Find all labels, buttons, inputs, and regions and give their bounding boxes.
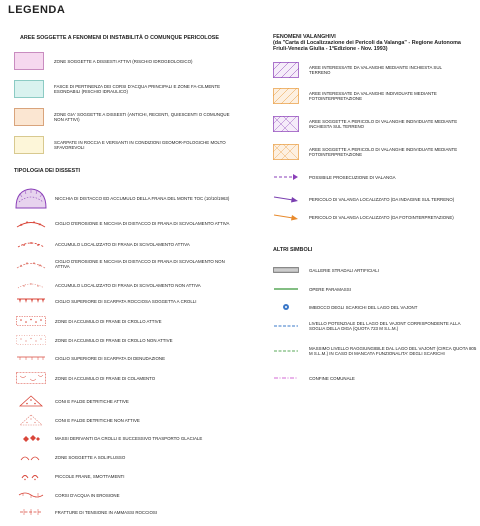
other-item xyxy=(273,346,479,356)
other-item-label: GALLERIE STRADALI ARTIFICIALI xyxy=(309,267,379,273)
rockfall-accumulation-active-icon xyxy=(16,316,46,326)
avalanche-item xyxy=(273,172,396,182)
instability-item xyxy=(14,52,234,70)
avalanche-hazard-survey-icon xyxy=(273,116,299,132)
avalanche-item xyxy=(273,212,454,222)
dissesti-item-label: PICCOLE FRANE, SMOTTAMENTI xyxy=(55,473,125,479)
dissesti-item xyxy=(14,279,201,291)
eroding-stream-icon xyxy=(18,491,44,499)
active-hazard-swatch xyxy=(14,52,44,70)
other-item xyxy=(273,374,355,382)
dissesti-item-label: ACCUMULO LOCALIZZATO DI FRANA DI SCIVOLAMENTO NON ATTIVA xyxy=(55,282,201,288)
dissesti-item xyxy=(14,315,162,327)
other-item-label: MASSIMO LIVELLO RAGGIUNGIBILE DAL LAGO DEL VAJONT (CIRCA QUOTA 805 M S.L.M.) IN CASO DI MANCATA FUNZIONALITA' DEGLI SCARICHI xyxy=(309,346,477,356)
instability-section-title: AREE SOGGETTE A FENOMENI DI INSTABILITÀ O COMUNQUE PERICOLOSE xyxy=(20,35,219,41)
instability-item xyxy=(14,108,239,126)
avalanche-item-label: AREE INTERESSATE DA VALANGHE MEDIANTE INCHIESTA SUL TERRENO xyxy=(309,65,442,75)
dissesti-item-label: ZONE SOGGETTE A SOLIFLUSSO xyxy=(55,454,126,460)
other-item-label: IMBOCCO DEGLI SCARICHI DEL LAGO DEL VAJONT xyxy=(309,304,418,310)
tunnel-icon xyxy=(273,267,299,273)
avalanche-photo-arrow-icon xyxy=(273,213,299,221)
max-level-line-icon xyxy=(273,349,299,353)
erosion-scarp-inactive-icon xyxy=(16,258,46,270)
toc-landslide-icon xyxy=(14,186,48,210)
avalanche-continuation-icon xyxy=(273,173,299,181)
river-hazard-swatch xyxy=(14,80,44,98)
dissesti-item xyxy=(14,257,240,271)
instability-item xyxy=(14,80,239,98)
avalanche-item xyxy=(273,144,469,160)
dissesti-item xyxy=(14,334,173,346)
instability-item-label: SCARPATE IN ROCCIA E VERSANTI IN CONDIZIONI GEOMOR-FOLOGICHE MOLTO SFAVOREVOLI xyxy=(54,140,226,150)
solifluction-icon xyxy=(19,452,43,462)
dissesti-item xyxy=(14,490,120,500)
dissesti-section-title: TIPOLOGIA DEI DISSESTI xyxy=(14,168,80,174)
dissesti-item-label: ACCUMULO LOCALIZZATO DI FRANA DI SCIVOLAMENTO ATTIVA xyxy=(55,241,190,247)
dissesti-item-label: CIGLIO D'EROSIONE E NICCHIA DI DISTACCO DI FRANA DI SCIVOLAMENTO NON ATTIVA xyxy=(55,259,225,269)
avalanche-section-subtitle: (da "Carta di Localizzazione dei Pericoli da Valanga" - Regione Autonoma Friuli-Venezia Giulia - 1ªEdizione - Nov. 1993) xyxy=(273,40,461,53)
avalanche-section-title: FENOMENI VALANGHIVI xyxy=(273,34,336,40)
dissesti-item xyxy=(14,238,190,250)
other-item xyxy=(273,303,417,311)
dissesti-item xyxy=(14,413,140,427)
dissesti-item xyxy=(14,470,124,482)
avalanche-hazard-photo-icon xyxy=(273,144,299,160)
scarp-hazard-swatch xyxy=(14,136,44,154)
dissesti-item-label: CIGLIO D'EROSIONE E NICCHIA DI DISTACCO DI FRANA DI SCIVOLAMENTO ATTIVA xyxy=(55,220,230,226)
avalanche-item xyxy=(273,88,459,104)
dissesti-item-label: CONI E FALDE DETRITICHE NON ATTIVE xyxy=(55,417,140,423)
avalanche-item xyxy=(273,62,459,78)
avalanche-item-label: PERICOLO DI VALANGA LOCALIZZATO (DA FOTOINTERPRETAZIONE) xyxy=(309,214,454,220)
outlet-icon xyxy=(282,303,290,311)
debris-cone-inactive-icon xyxy=(19,414,43,426)
dissesti-item-label: CONI E FALDE DETRITICHE ATTIVE xyxy=(55,398,129,404)
rock-scarp-icon xyxy=(16,297,46,305)
dissesti-item-label: ZONE DI ACCUMULO DI FRANE DI COLAMENTO xyxy=(55,375,156,381)
boulders-icon xyxy=(21,433,41,443)
dissesti-item xyxy=(14,451,125,463)
other-item xyxy=(273,266,379,274)
instability-item-label: ZONE SOGGETTE A DISSESTI ATTIVI (RISCHIO IDROGEOLOGICO) xyxy=(54,58,193,64)
instability-item-label: FASCE DI PERTINENZA DEI CORSI D'ACQUA PRINCIPALI E ZONE FA-CILMENTE ESONDABILI (RISCHIO IDRAULICO) xyxy=(54,84,221,94)
dissesti-item xyxy=(14,216,240,230)
local-accumulation-active-icon xyxy=(16,239,46,249)
other-item xyxy=(273,285,351,293)
dissesti-item-label: ZONE DI ACCUMULO DI FRANE DI CROLLO NON ATTIVE xyxy=(55,337,173,343)
dissesti-item xyxy=(14,432,202,444)
other-item xyxy=(273,321,469,331)
avalanche-survey-arrow-icon xyxy=(273,195,299,203)
dissesti-item xyxy=(14,371,155,385)
dissesti-item-label: ZONE DI ACCUMULO DI FRANE DI CROLLO ATTIVE xyxy=(55,318,162,324)
dissesti-item-label: MASSI DERIVANTI DA CROLLI E SUCCESSIVO TRASPORTO GLACIALE xyxy=(55,435,203,441)
dissesti-item-label: NICCHIA DI DISTACCO ED ACCUMULO DELLA FRANA DEL MONTE TOC (10/10/1963) xyxy=(55,195,230,201)
instability-item-label: ZONE GIA' SOGGETTE A DISSESTI (ANTICHI, RECENTI, QUIESCENTI O COMUNQUE NON ATTIVI) xyxy=(54,112,230,122)
avalanche-item xyxy=(273,116,469,132)
small-landslide-icon xyxy=(20,471,42,481)
dissesti-item-label: FRATTURE DI TENSIONE IN AMMASSI ROCCIOSI xyxy=(55,509,158,515)
municipal-border-icon xyxy=(273,376,299,380)
dissesti-item xyxy=(14,186,240,210)
dissesti-item-label: CORSI D'ACQUA IN EROSIONE xyxy=(55,492,120,498)
debris-cone-active-icon xyxy=(19,395,43,407)
dissesti-item-label: CIGLIO SUPERIORE DI SCARPATA ROCCIOSA SOGGETTA A CROLLI xyxy=(55,298,197,304)
denudation-scarp-icon xyxy=(16,354,46,362)
dissesti-item xyxy=(14,353,165,363)
avalanche-item-label: PERICOLO DI VALANGA LOCALIZZATO (DA INDAGINE SUL TERRENO) xyxy=(309,196,455,202)
avalanche-item-label: AREE SOGGETTE A PERICOLO DI VALANGHE INDIVIDUATE MEDIANTE INCHIESTA SUL TERRENO xyxy=(309,119,458,129)
avalanche-item-label: POSSIBILE PROSECUZIONE DI VALANGA xyxy=(309,174,396,180)
other-item-label: LIVELLO POTENZIALE DEL LAGO DEL VAJONT CORRISPONDENTE ALLA SOGLIA DELLA DIGA (QUOTA 723 M S.L.M.) xyxy=(309,321,461,331)
avalanche-item-label: AREE INTERESSATE DA VALANGHE INDIVIDUATE MEDIANTE FOTOINTERPRETAZIONE xyxy=(309,91,437,101)
avalanche-survey-area-icon xyxy=(273,62,299,78)
dissesti-item xyxy=(14,394,129,408)
dissesti-item-label: CIGLIO SUPERIORE DI SCARPATA DI DENUDAZIONE xyxy=(55,355,166,361)
avalanche-photo-area-icon xyxy=(273,88,299,104)
page-title: LEGENDA xyxy=(8,4,66,16)
other-item-label: CONFINE COMUNALE xyxy=(309,375,355,381)
dissesti-item xyxy=(14,507,157,517)
rockfall-accumulation-inactive-icon xyxy=(16,335,46,345)
erosion-scarp-active-icon xyxy=(16,217,46,229)
instability-item xyxy=(14,136,239,154)
other-section-title: ALTRI SIMBOLI xyxy=(273,247,313,253)
avalanche-item-label: AREE SOGGETTE A PERICOLO DI VALANGHE INDIVIDUATE MEDIANTE FOTOINTERPRETAZIONE xyxy=(309,147,458,157)
other-item-label: OPERE PARAMASSI xyxy=(309,286,351,292)
flow-accumulation-icon xyxy=(16,372,46,384)
dissesti-item xyxy=(14,296,196,306)
rockfall-barrier-icon xyxy=(273,287,299,291)
tension-fracture-icon xyxy=(18,508,44,516)
dam-level-line-icon xyxy=(273,324,299,328)
local-accumulation-inactive-icon xyxy=(16,280,46,290)
past-hazard-swatch xyxy=(14,108,44,126)
avalanche-item xyxy=(273,194,454,204)
